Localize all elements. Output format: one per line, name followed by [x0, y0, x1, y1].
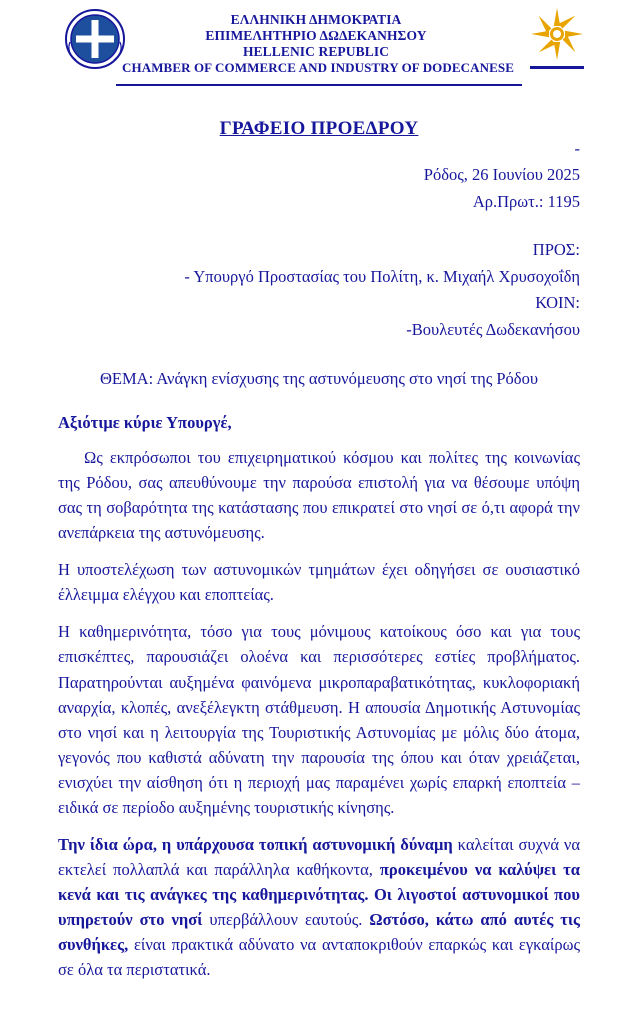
place-date: Ρόδος, 26 Ιουνίου 2025: [423, 164, 580, 184]
page-title: ΓΡΑΦΕΙΟ ΠΡΟΕΔΡΟΥ: [219, 118, 419, 139]
organization-title: [58, 6, 580, 75]
header-divider: [116, 84, 522, 86]
body-p4-text-3: είναι πρακτικά αδύνατο να ανταποκριθούν επαρκώς και εγκαίρως σε όλα τα περιστατικά.: [58, 935, 580, 980]
cc-value: -Βουλευτές Δωδεκανήσου: [406, 319, 580, 339]
cc-label: ΚΟΙΝ:: [535, 293, 580, 313]
recipients-block: [58, 237, 580, 343]
org-line-3: HELLENIC REPUBLIC: [242, 43, 390, 59]
body-paragraph-4: [58, 832, 580, 982]
org-line-1: ΕΛΛΗΝΙΚΗ ΔΗΜΟΚΡΑΤΙΑ: [230, 12, 402, 27]
document-meta: [58, 162, 580, 215]
letter-body: [58, 445, 580, 983]
letterhead: [58, 0, 580, 98]
body-p4-bold-2: προκειμένου να καλύψει τα κενά και τις ανάγκες της καθημερινότητας. Οι λιγοστοί αστυνομικοί που υπηρετούν στο νησί: [58, 860, 580, 930]
protocol-number: Αρ.Πρωτ.: 1195: [472, 191, 580, 211]
dash-marker: -: [574, 139, 580, 158]
to-label: ΠΡΟΣ:: [532, 240, 580, 260]
subject-line: ΘΕΜΑ: Ανάγκη ενίσχυσης της αστυνόμευσης στο νησί της Ρόδου: [99, 368, 538, 388]
body-paragraph-3: Η καθημερινότητα, τόσο για τους μόνιμους κατοίκους όσο και για τους επισκέπτες, παρουσιάζει ολοένα και περισσότερες εστίες προβλήματος. Παρατηρούνται αυξημένα φαινόμενα μικροπαραβατικότητας, κυκλοφοριακή αναρχία, κλοπές, ανεξέλεγκτη στάθμευση. Η απουσία Δημοτικής Αστυνομίας στο νησί και η λειτουργία της Τουριστικής Αστυνομίας με μόλις δύο άτομα, γεγονός που καθιστά αδύνατη την παρουσία της όπου και όταν χρειάζεται, ενισχύει την αίσθηση ότι η περιοχή μας παραμένει χωρίς επαρκή εποπτεία – ειδικά σε περίοδο αυξημένης τουριστικής κίνησης.: [58, 622, 580, 817]
to-value: - Υπουργό Προστασίας του Πολίτη, κ. Μιχαήλ Χρυσοχοΐδη: [184, 266, 580, 286]
greek-coat-of-arms-icon: [64, 8, 126, 70]
body-p4-text-1: καλείται συχνά να εκτελεί πολλαπλά και παράλληλα καθήκοντα,: [58, 834, 580, 880]
body-p4-bold-3: Ωστόσο, κάτω από αυτές τις συνθήκες,: [58, 910, 580, 955]
vergina-sun-icon: [528, 4, 586, 74]
body-p4-bold-1: Την ίδια ώρα, η υπάρχουσα τοπική αστυνομική δύναμη: [58, 834, 453, 854]
org-line-2: ΕΠΙΜΕΛΗΤΗΡΙΟ ΔΩΔΕΚΑΝΗΣΟΥ: [205, 27, 427, 43]
body-paragraph-2: Η υποστελέχωση των αστυνομικών τμημάτων έχει οδηγήσει σε ουσιαστικό έλλειμμα ελέγχου και εποπτείας.: [58, 560, 580, 605]
body-p4-text-2: υπερβάλλουν εαυτούς.: [202, 910, 370, 930]
body-paragraph-1: Ως εκπρόσωποι του επιχειρηματικού κόσμου και πολίτες της κοινωνίας της Ρόδου, σας απευθύνουμε την παρούσα επιστολή για να θέσουμε υπόψη σας τη σοβαρότητα της κατάστασης που επικρατεί στο νησί σε ό,τι αφορά την ανεπάρκεια της αστυνόμευσης.: [58, 447, 580, 543]
org-line-4: CHAMBER OF COMMERCE AND INDUSTRY OF DODECANESE: [122, 59, 514, 75]
salutation: Αξιότιμε κύριε Υπουργέ,: [58, 412, 232, 432]
